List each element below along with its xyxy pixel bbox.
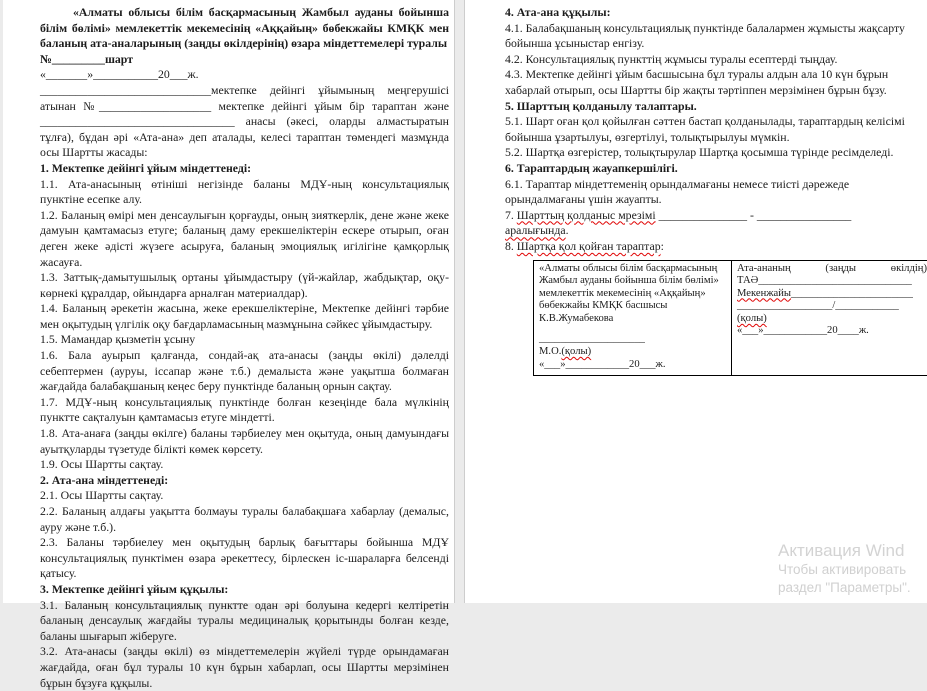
address-blank: _______________________ (791, 288, 913, 299)
parent-date-line: «___»____________20____ж. (737, 325, 927, 338)
clause-8 (505, 239, 913, 255)
parent-fio-line: ТАӘ_____________________________ (737, 275, 927, 288)
clause-7-blank-fields: _______________ - ________________ (656, 208, 852, 222)
section-2-heading: 2. Ата-ана міндеттенеді: (40, 473, 449, 489)
address-word: Мекенжайы (737, 288, 791, 299)
organization-name: «Алматы облысы білім басқармасының Жамбыл ауданы бойынша білім бөлімі» мемлекеттік мекемесінің «Аққайың» бөбекжайы КМҚК басшысы (539, 263, 726, 313)
org-date-line: «___»____________20___ж. (539, 359, 726, 372)
clause-7-period: . (566, 223, 569, 237)
clause-1-7: 1.7. МДҰ-ның консультациялық пунктінде болған кезеңінде бала мүлкінің пунктте сақталуын қамтамасыз етуге міндетті. (40, 395, 449, 426)
org-signature-blank: ____________________ (539, 333, 726, 346)
parent-header: Ата-ананың (заңды өкілдің) (737, 263, 927, 276)
clause-2-3: 2.3. Баланы тәрбиелеу мен оқытудың барлық бағыттары бойынша МДҰ консультациялық пунктімен өзара әрекеттесу, бірлескен іс-шараларға белсенді қатысу. (40, 535, 449, 582)
clause-1-2: 1.2. Баланың өмірі мен денсаулығын қорғауды, оның зияткерлік, дене және жеке дамуын қамтамасыз етуге; баланың даму ерекшеліктерін ескере отырып, оған деген жеке әдісті жүзеге асыруға, баланың эмоциялық игілігіне қамқорлық жасауға. (40, 208, 449, 270)
clause-1-8: 1.8. Ата-анаға (заңды өкілге) баланы тәрбиелеу мен оқытуда, оның дамуындағы ауытқуларды түзетуде білікті көмек көрсету. (40, 426, 449, 457)
clause-4-3: 4.3. Мектепке дейінгі ұйым басшысына бұл туралы алдын ала 10 күн бұрын хабарлай отырып, осы Шартты бір жақты тәртіппен мерзімінен бұрын бұзу. (505, 67, 913, 98)
signatures-table (533, 260, 927, 377)
parent-signature-cell (732, 260, 927, 376)
section-4-heading: 4. Ата-ана құқылы: (505, 5, 913, 21)
director-name: К.В.Жумабекова (539, 313, 726, 326)
page-1 (3, 0, 455, 603)
clause-2-1: 2.1. Осы Шартты сақтау. (40, 488, 449, 504)
section-1-heading: 1. Мектепке дейінгі ұйым міндеттенеді: (40, 161, 449, 177)
clause-3-1: 3.1. Баланың консультациялық пунктте одан әрі болуына кедергі келтіретін баланың денсаулық жағдайы туралы медициналық қорытынды болған кезде, баланы шығарып жіберуге. (40, 598, 449, 645)
watermark-line-3: раздел "Параметры". (778, 579, 911, 597)
clause-7-number: 7. (505, 208, 517, 222)
clause-4-2: 4.2. Консультациялық пункттің жұмысы туралы есептерді тыңдау. (505, 52, 913, 68)
watermark-line-2: Чтобы активировать (778, 561, 911, 579)
document-title: «Алматы облысы білім басқармасының Жамбыл ауданы бойынша білім бөлімі» мемлекеттік мекемесінің «Аққайың» бөбекжайы КМҚК мен баланың ата-аналарының (заңды өкілдерінің) өзара міндеттемелері туралы (40, 5, 449, 52)
clause-1-1: 1.1. Ата-анасының өтініші негізінде баланы МДҰ-ның консультациялық пунктіне есепке алу. (40, 177, 449, 208)
clause-6-1: 6.1. Тараптар міндеттеменің орындалмағаны немесе тиісті дәрежеде орындалмағаны үшін жауапты. (505, 177, 913, 208)
contract-number-line: №_________шарт (40, 52, 449, 68)
clause-1-5: 1.5. Мамандар қызметін ұсыну (40, 332, 449, 348)
section-3-heading: 3. Мектепке дейінгі ұйым құқылы: (40, 582, 449, 598)
parent-address-line (737, 288, 927, 301)
clause-1-6: 1.6. Бала ауырып қалғанда, сондай-ақ ата-анасы (заңды өкілі) дәлелді себептермен (ауруы, іссапар және т.б.) демалыста және уақытша болмаған жағдайда балабақшаның кеңес беру пунктінде баланың орнын сақтау. (40, 348, 449, 395)
clause-1-4: 1.4. Баланың әрекетін жасына, жеке ерекшеліктеріне, Мектепке дейінгі тәрбие мен оқытудың үлгілік оқу бағдарламасының мазмұнына сәйкес ұйымдастыру. (40, 301, 449, 332)
parent-slash-line: __________________/____________ (737, 300, 927, 313)
clause-5-1: 5.1. Шарт оған қол қойылған сәттен бастап қолданылады, тараптардың келісімі бойынша ұзартылуы, өзгертілуі, толықтырылуы мүмкін. (505, 114, 913, 145)
clause-2-2: 2.2. Баланың алдағы уақытта болмауы туралы балабақшаға хабарлау (демалыс, ауру және т.б.). (40, 504, 449, 535)
spacer (539, 325, 726, 333)
clause-3-2: 3.2. Ата-анасы (заңды өкілі) өз міндеттемелерін жүйелі түрде орындамаған жағдайда, оған бұл туралы 10 күн бұрын хабарлап, осы Шартты мерзімінен бұрын бұзуға құқылы. (40, 644, 449, 691)
organization-signature-cell (534, 260, 732, 376)
windows-activation-watermark (778, 540, 911, 597)
clause-8-number: 8. (505, 239, 517, 253)
parent-signature-word (737, 313, 927, 326)
section-5-heading: 5. Шарттың қолданылу талаптары. (505, 99, 913, 115)
org-stamp-line (539, 346, 726, 359)
intro-paragraph: _____________________________мектепке дейінгі ұйымының меңгерушісі атынан №___________________ мектепке дейінгі ұйым бір тараптан және _________________________________ анасы (әкесі, оларды алмастыратын тұлға), бұдан әрі «Ата-ана» деп аталады, келесі тараптан төмендегі мазмұнда осы Шартты жасады: (40, 83, 449, 161)
clause-4-1: 4.1. Балабақшаның консультациялық пунктінде балалармен жұмысты жақсарту бойынша ұсыныстар енгізу. (505, 21, 913, 52)
section-6-heading: 6. Тараптардың жауапкершілігі. (505, 161, 913, 177)
clause-7 (505, 208, 913, 239)
page-2 (464, 0, 927, 603)
watermark-line-1: Активация Wind (778, 540, 911, 561)
stamp-signature-word: (қолы) (561, 346, 591, 357)
left-column (40, 5, 449, 691)
clause-7-misspelled-text-2: аралығында (505, 223, 566, 237)
right-column (505, 5, 913, 376)
signatures-row (534, 260, 927, 376)
clause-8-misspelled-text: Шартқа қол қойған тараптар (517, 239, 661, 253)
clause-5-2: 5.2. Шартқа өзгерістер, толықтырулар Шартқа қосымша түрінде ресімделеді. (505, 145, 913, 161)
clause-8-colon: : (661, 239, 664, 253)
stamp-abbrev: М.О. (539, 346, 561, 357)
clause-1-3: 1.3. Заттық-дамытушылық ортаны ұйымдастыру (үй-жайлар, жабдықтар, оқу-көрнекі құралдар, ойындарға арналған материалдар). (40, 270, 449, 301)
signature-word: (қолы) (737, 313, 767, 324)
clause-7-misspelled-text: Шарттың қолданыс мрезімі (517, 208, 656, 222)
clause-1-9: 1.9. Осы Шартты сақтау. (40, 457, 449, 473)
contract-date-line: «_______»___________20___ж. (40, 67, 449, 83)
